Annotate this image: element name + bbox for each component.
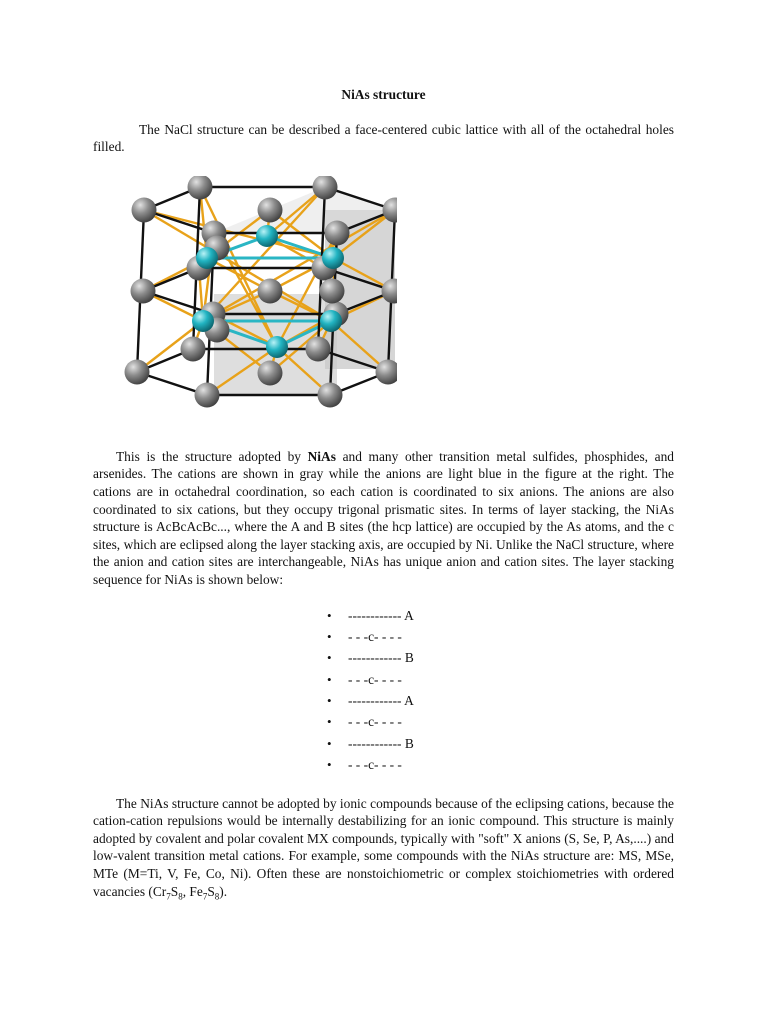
anion-atom	[256, 225, 278, 247]
anion-atom	[266, 336, 288, 358]
body-text-start: This is the structure adopted by	[116, 448, 308, 464]
cation-atom	[320, 278, 345, 303]
cation-atom	[258, 360, 283, 385]
anion-atom	[320, 310, 342, 332]
bullet-icon: •	[327, 628, 332, 644]
cation-atom	[195, 382, 220, 407]
cation-atom	[125, 359, 150, 384]
bullet-icon: •	[327, 671, 332, 687]
list-item: • ------------ A	[327, 690, 768, 711]
list-item: • - - -c- - - -	[327, 626, 768, 647]
bullet-icon: •	[327, 757, 332, 773]
formula-fe7s8: $Fe_7S_8$	[189, 883, 220, 902]
cation-atom	[258, 278, 283, 303]
intro-paragraph: The NaCl structure can be described a face-centered cubic lattice with all of the octahedral holes filled.	[93, 121, 674, 155]
list-item: • ------------ B	[327, 733, 768, 754]
cation-atom	[325, 220, 350, 245]
crystal-structure-svg	[107, 176, 397, 426]
anion-atom	[192, 310, 214, 332]
document-page	[93, 86, 674, 900]
anion-atom	[322, 247, 344, 269]
list-item: • ------------ A	[327, 605, 768, 626]
bullet-icon: •	[327, 735, 332, 751]
anion-atom	[196, 247, 218, 269]
cation-atom	[258, 197, 283, 222]
nias-crystal-structure-icon	[107, 176, 397, 426]
nias-bold: NiAs	[307, 448, 336, 464]
body-text-rest: and many other transition metal sulfides, phosphides, and arsenides. The cations are shown in gray while the anions are light blue in the figure at the right. The cations are in octahedral coordination, so each cation is coordinated to six anions. The anions are also coordinated to six cations, but they occupy trigonal prismatic sites. In terms of layer stacking, the NiAs structure is AcBcAcBc..., where the A and B sites (the hcp lattice) are occupied by the As atoms, and the c sites, which are eclipsed along the layer stacking axis, are occupied by Ni. Unlike the NaCl structure, where the anion and cation sites are interchangeable, NiAs has unique anion and cation sites. The layer stacking sequence for NiAs is shown below:	[93, 448, 674, 587]
bullet-icon: •	[327, 714, 332, 730]
cation-atom	[188, 176, 213, 200]
cation-atom	[132, 197, 157, 222]
page-title: NiAs structure	[341, 87, 426, 102]
body-paragraph	[93, 448, 674, 589]
bullet-icon: •	[327, 607, 332, 623]
formula-cr7s8: $Cr_7S_8$	[152, 883, 183, 902]
cation-atom	[306, 336, 331, 361]
layer-stacking-list	[327, 605, 768, 776]
list-item: • ------------ B	[327, 647, 768, 668]
cation-atom	[181, 336, 206, 361]
bullet-icon: •	[327, 650, 332, 666]
cation-atom	[318, 382, 343, 407]
bullet-icon: •	[327, 693, 332, 709]
list-item: • - - -c- - - -	[327, 754, 768, 775]
cation-atom	[131, 278, 156, 303]
list-item: • - - -c- - - -	[327, 711, 768, 732]
list-item: • - - -c- - - -	[327, 669, 768, 690]
closing-paragraph: The NiAs structure cannot be adopted by ionic compounds because of the eclipsing cations, because the cation-cation repulsions would be internally destabilizing for an ionic compound. This structure is mainly adopted by covalent and polar covalent MX compounds, typically with "soft" X anions (S, Se, P, As,....) and low-valent transition metal cations. For example, some compounds with the NiAs structure are: MS, MSe, MTe (M=Ti, V, Fe, Co, Ni). Often these are nonstoichiometric or complex stoichiometries with ordered vacancies ($Cr_7S_8$, $Fe_7S_8$).	[93, 795, 674, 902]
